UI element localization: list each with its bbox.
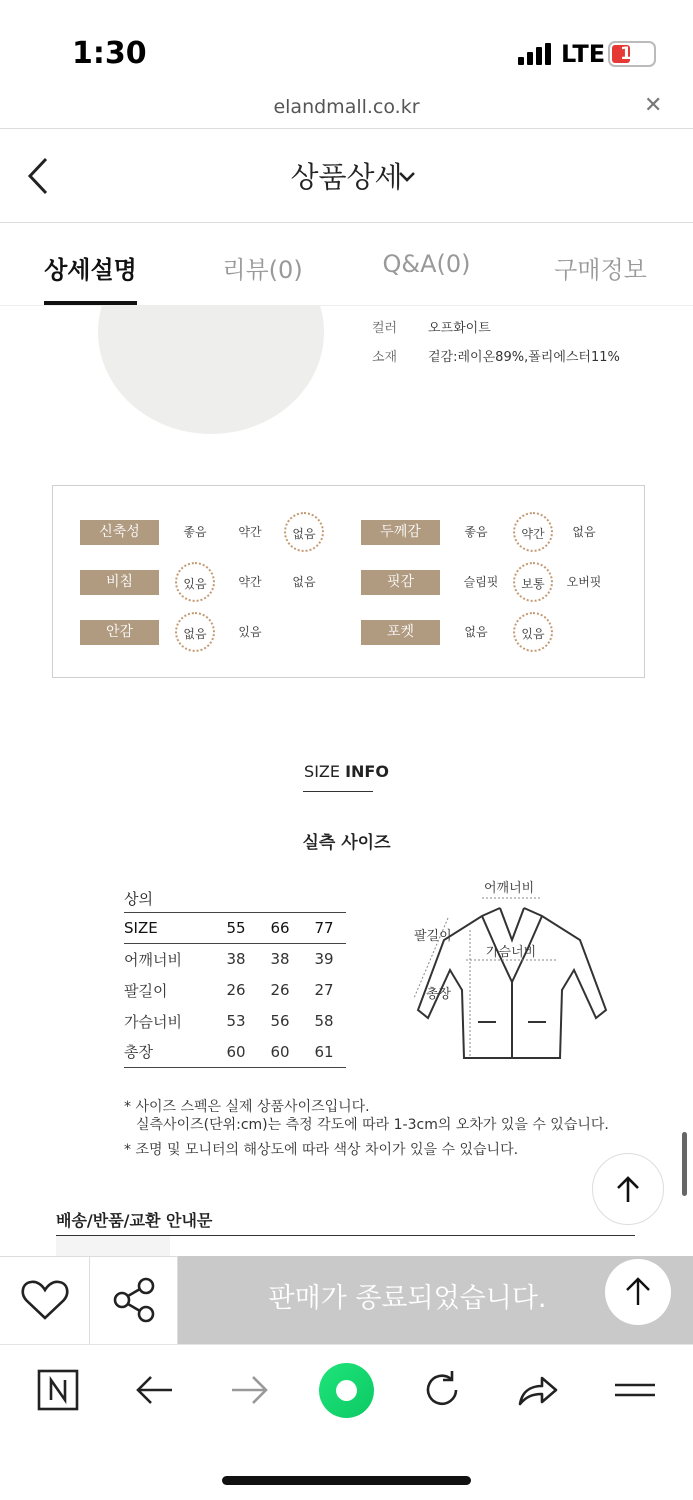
size-cell: 26 — [270, 981, 290, 999]
table-row — [124, 1037, 346, 1068]
size-row-label: 가슴너비 — [124, 1012, 182, 1031]
attr-option: 슬림핏 — [463, 575, 499, 589]
attr-option-selected: 보통 — [513, 562, 553, 602]
size-col-header: 66 — [258, 913, 302, 944]
attr-option: 없음 — [292, 575, 316, 589]
url-bar[interactable]: elandmall.co.kr — [273, 96, 420, 118]
attr-option: 없음 — [572, 525, 596, 539]
arrow-up-icon — [605, 1259, 671, 1325]
diagram-label-shoulder: 어깨너비 — [484, 881, 535, 896]
divider — [0, 128, 693, 129]
close-icon[interactable]: ✕ — [644, 93, 663, 118]
heart-icon — [0, 1256, 90, 1344]
share-button[interactable] — [90, 1256, 178, 1344]
attr-option: 좋음 — [464, 525, 488, 539]
size-cell: 39 — [314, 950, 334, 969]
size-cell: 26 — [226, 981, 246, 999]
spec-label: 소재 — [372, 350, 398, 365]
size-cell: 61 — [302, 1037, 346, 1068]
scroll-top-button[interactable] — [605, 1259, 671, 1325]
page-title[interactable]: 상품상세 — [290, 160, 403, 194]
size-info-title-b: INFO — [345, 762, 389, 781]
size-cell: 27 — [314, 981, 334, 999]
size-cell: 38 — [226, 950, 246, 969]
attr-option: 약간 — [238, 525, 262, 539]
signal-icon — [518, 43, 554, 65]
divider — [0, 305, 693, 306]
menu-icon[interactable] — [611, 1366, 659, 1414]
wishlist-button[interactable] — [0, 1256, 90, 1344]
attr-option: 있음 — [238, 625, 262, 639]
attr-option-selected: 없음 — [284, 512, 324, 552]
spec-label: 컬러 — [372, 321, 398, 336]
network-label: LTE — [561, 40, 606, 68]
soldout-banner: 판매가 종료되었습니다. — [178, 1256, 693, 1344]
spec-value: 겉감:레이온89%,폴리에스터11% — [428, 350, 620, 365]
diagram-label-chest: 가슴너비 — [486, 945, 537, 960]
size-cell: 56 — [270, 1012, 290, 1030]
attr-option: 없음 — [464, 625, 488, 639]
spec-value: 오프화이트 — [428, 321, 491, 336]
size-cell: 53 — [226, 1012, 246, 1030]
tab-purchase-info[interactable]: 구매정보 — [554, 256, 647, 284]
size-heading: 실측 사이즈 — [302, 833, 391, 853]
scrollbar[interactable] — [682, 1132, 687, 1196]
battery-level: 14 — [620, 44, 644, 64]
attr-option-selected: 있음 — [175, 562, 215, 602]
table-row — [124, 1006, 346, 1037]
refresh-icon[interactable] — [418, 1366, 466, 1414]
size-info-title-a: SIZE — [304, 762, 340, 781]
attr-label: 신축성 — [80, 520, 159, 545]
size-row-label: 총장 — [124, 1037, 214, 1068]
size-cell: 60 — [214, 1037, 258, 1068]
divider — [303, 791, 373, 792]
attr-label: 핏감 — [361, 570, 440, 595]
home-indicator — [222, 1476, 471, 1485]
attr-option-selected: 없음 — [175, 612, 215, 652]
diagram-label-length: 총장 — [426, 987, 452, 1002]
tab-review[interactable]: 리뷰(0) — [222, 256, 303, 284]
size-cell: 38 — [270, 950, 290, 969]
size-note: * 사이즈 스펙은 실제 상품사이즈입니다. — [124, 1099, 370, 1115]
back-arrow-icon[interactable] — [130, 1366, 178, 1414]
attr-option: 오버핏 — [566, 575, 602, 589]
tab-detail[interactable]: 상세설명 — [44, 256, 137, 284]
size-col-header: 77 — [302, 913, 346, 944]
size-note: * 조명 및 모니터의 해상도에 따라 색상 차이가 있을 수 있습니다. — [124, 1142, 519, 1158]
chevron-down-icon[interactable] — [398, 170, 416, 184]
shipping-title: 배송/반품/교환 안내문 — [56, 1211, 213, 1230]
attr-option: 약간 — [238, 575, 262, 589]
size-row-label: 어깨너비 — [124, 950, 182, 969]
attr-label: 비침 — [80, 570, 159, 595]
diagram-label-sleeve: 팔길이 — [414, 929, 452, 944]
attr-option: 좋음 — [183, 525, 207, 539]
attr-label: 두께감 — [361, 520, 440, 545]
attr-label: 포켓 — [361, 620, 440, 645]
attr-label: 안감 — [80, 620, 159, 645]
size-table — [124, 912, 346, 1068]
table-row — [124, 944, 346, 975]
status-time: 1:30 — [72, 36, 147, 71]
forward-arrow-icon[interactable] — [226, 1366, 274, 1414]
size-col-header: SIZE — [124, 913, 214, 944]
table-row — [124, 913, 346, 944]
attr-option-selected: 약간 — [513, 512, 553, 552]
table-row — [124, 975, 346, 1006]
size-cell: 58 — [314, 1012, 334, 1030]
size-col-header: 55 — [214, 913, 258, 944]
scroll-top-button[interactable] — [592, 1153, 664, 1225]
size-cell: 60 — [258, 1037, 302, 1068]
jacket-diagram — [400, 870, 620, 1080]
share-icon — [90, 1256, 178, 1344]
arrow-up-icon — [593, 1154, 665, 1226]
attr-option-selected: 있음 — [513, 612, 553, 652]
battery-icon — [608, 41, 656, 67]
green-dot-button[interactable] — [319, 1363, 374, 1418]
share-arrow-icon[interactable] — [514, 1366, 562, 1414]
shipping-table — [56, 1236, 170, 1256]
size-note: 실측사이즈(단위:cm)는 측정 각도에 따라 1-3cm의 오차가 있을 수 있습니다. — [136, 1117, 609, 1133]
size-info-title — [0, 762, 693, 781]
tab-qna[interactable]: Q&A(0) — [382, 250, 471, 278]
size-row-label: 팔길이 — [124, 981, 168, 1000]
naver-n-icon[interactable] — [34, 1366, 82, 1414]
size-category: 상의 — [124, 890, 153, 908]
